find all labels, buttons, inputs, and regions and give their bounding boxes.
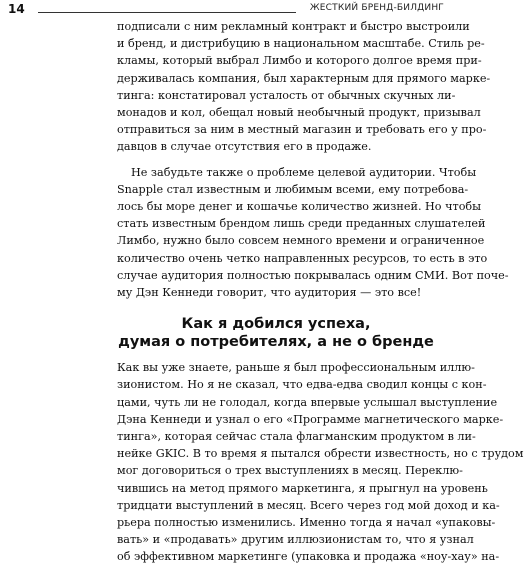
text-line: случае аудитория полностью покрывалась одним СМИ. Вот поче- [117, 268, 509, 282]
text-line: Дэна Кеннеди и узнал о его «Программе магнетического марке- [117, 412, 504, 426]
text-line: кламы, который выбрал Лимбо и которого долгое время при- [117, 54, 482, 68]
text-line: му Дэн Кеннеди говорит, что аудитория — это все! [117, 286, 422, 300]
text-line: Snapple стал известным и любимым всеми, ему потребова- [117, 182, 469, 196]
text-line: рьера полностью изменились. Именно тогда я начал «упаковы- [117, 516, 496, 530]
text-line: лось бы море денег и кошачье количество жизней. Но чтобы [117, 200, 482, 214]
text-line: тридцати выступлений в месяц. Всего через год мой доход и ка- [117, 498, 500, 512]
text-line: монадов и кол, обещал новый необычный продукт, призывал [117, 106, 481, 120]
paragraph-1 [117, 18, 491, 156]
text-line: вать» и «продавать» другим иллюзионистам то, что я узнал [117, 533, 474, 547]
header-rule [38, 12, 296, 13]
section-heading-line: Как я добился успеха, [181, 316, 371, 333]
text-line: об эффективном маркетинге (упаковка и продажа «ноу-хау» на- [117, 550, 500, 564]
running-head: ЖЕСТКИЙ БРЕНД-БИЛДИНГ [309, 3, 444, 13]
text-line: Как вы уже знаете, раньше я был профессиональным иллю- [117, 361, 475, 375]
section-heading [117, 315, 435, 351]
text-line: тинга: констатировал усталость от обычных скучных ли- [117, 88, 456, 102]
text-line: нейке GKIC. В то время я пытался обрести известность, но с трудом [117, 447, 524, 461]
text-line: тинга», которая сейчас стала флагманским продуктом в ли- [117, 430, 476, 444]
text-line: Лимбо, нужно было совсем немного времени и ограниченное [117, 234, 485, 248]
text-line: Не забудьте также о проблеме целевой аудитории. Чтобы [131, 165, 477, 179]
text-line: зионистом. Но я не сказал, что едва-едва сводил концы с кон- [117, 378, 487, 392]
paragraph-2 [117, 164, 509, 302]
page-body [117, 18, 524, 566]
text-line: и бренд, и дистрибуцию в национальном масштабе. Стиль ре- [117, 37, 485, 51]
text-line: мог договориться о трех выступлениях в месяц. Переклю- [117, 464, 463, 478]
text-line: отправиться за ним в местный магазин и требовать его у про- [117, 123, 487, 137]
text-line: стать известным брендом лишь среди преданных слушателей [117, 217, 486, 231]
paragraph-3 [117, 359, 524, 565]
text-line: количество очень четко направленных ресурсов, то есть в это [117, 251, 488, 265]
paragraph-gap [117, 156, 435, 164]
text-line: держивалась компания, был характерным для прямого марке- [117, 71, 491, 85]
text-line: давцов в случае отсутствия его в продаже. [117, 140, 372, 154]
page-number: 14 [8, 2, 25, 16]
text-line: цами, чуть ли не голодал, когда впервые услышал выступление [117, 395, 498, 409]
text-line: подписали с ним рекламный контракт и быстро выстроили [117, 20, 470, 33]
section-heading-line: думая о потребителях, а не о бренде [118, 334, 434, 351]
text-line: чившись на метод прямого маркетинга, я прыгнул на уровень [117, 481, 488, 495]
